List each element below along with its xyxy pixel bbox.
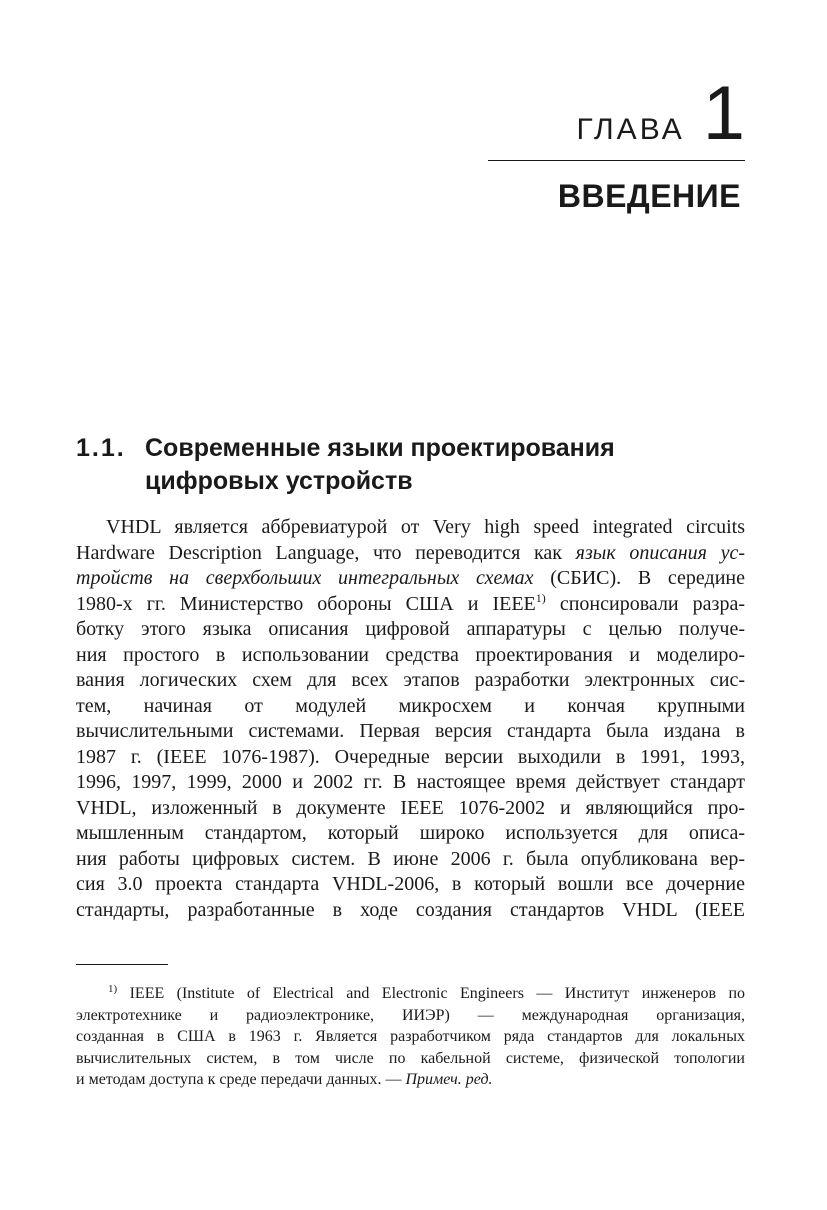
body-line: вания логических схем для всех этапов разработки электронных сис- [76, 669, 745, 691]
section-heading [76, 432, 746, 498]
footnote-line: вычислительных систем, в том числе по кабельной системе, физической топологии [76, 1049, 745, 1067]
body-line: ния простого в использовании средства проектирования и моделиро- [76, 643, 745, 666]
chapter-number: 1 [702, 71, 745, 156]
italic-term: тройств на сверхбольших интегральных схемах [76, 567, 534, 589]
section-title-line: цифровых устройств [145, 467, 413, 495]
footnote-divider [76, 964, 168, 965]
footnote-line: электротехнике и радиоэлектронике, ИИЭР) — международная организация, [76, 1006, 745, 1024]
body-line: ния работы цифровых систем. В июне 2006 г. была опубликована вер- [76, 847, 745, 870]
footnote-line: и методам доступа к среде передачи данных. — Примеч. ред. [76, 1071, 493, 1088]
section-number: 1.1. [76, 434, 126, 462]
footnote-marker: 1) [108, 983, 118, 995]
section-title [145, 432, 746, 498]
body-line: сия 3.0 проекта стандарта VHDL-2006, в который вошли все дочерние [76, 873, 745, 895]
body-line: 1996, 1997, 1999, 2000 и 2002 гг. В настоящее время действует стандарт [76, 771, 745, 793]
body-line: 1987 г. (IEEE 1076-1987). Очередные версии выходили в 1991, 1993, [76, 745, 745, 768]
section-title-line: Современные языки проектирования [145, 434, 615, 462]
editor-note: Примеч. ред. [405, 1071, 493, 1088]
body-paragraph [76, 515, 745, 923]
chapter-label: ГЛАВА [576, 113, 685, 146]
footnote [76, 983, 745, 1091]
italic-term: язык описания ус- [575, 541, 745, 564]
footnote-line: созданная в США в 1963 г. Является разработчиком ряда стандартов для локальных [76, 1028, 745, 1045]
body-line: ботку этого языка описания цифровой аппаратуры с целью получе- [76, 618, 745, 640]
footnote-line: $^{1)}$ IEEE (Institute of Electrical and Electronic Engineers — Институт инженеров по [108, 983, 745, 1002]
body-line: тем, начиная от модулей микросхем и кончая крупными [76, 694, 745, 717]
chapter-header [576, 71, 745, 156]
body-line: VHDL, изложенный в документе IEEE 1076-2002 и являющийся про- [76, 796, 745, 819]
body-line: тройств на сверхбольших интегральных схемах (СБИС). В середине [76, 567, 745, 589]
body-line: 1980-х гг. Министерство обороны США и IEEE$^{1)}$ спонсировали разра- [76, 590, 745, 615]
body-line: мышленным стандартом, который широко используется для описа- [76, 822, 745, 844]
chapter-title: ВВЕДЕНИЕ [557, 178, 741, 214]
body-line: VHDL является аббревиатурой от Very high speed integrated circuits [106, 516, 745, 538]
body-line: стандарты, разработанные в ходе создания стандартов VHDL (IEEE [76, 898, 745, 921]
body-line: Hardware Description Language, что переводится как язык описания ус- [76, 541, 745, 564]
footnote-ref[interactable]: 1) [535, 590, 546, 605]
chapter-divider [488, 160, 745, 161]
body-line: вычислительными системами. Первая версия стандарта была издана в [76, 720, 745, 742]
